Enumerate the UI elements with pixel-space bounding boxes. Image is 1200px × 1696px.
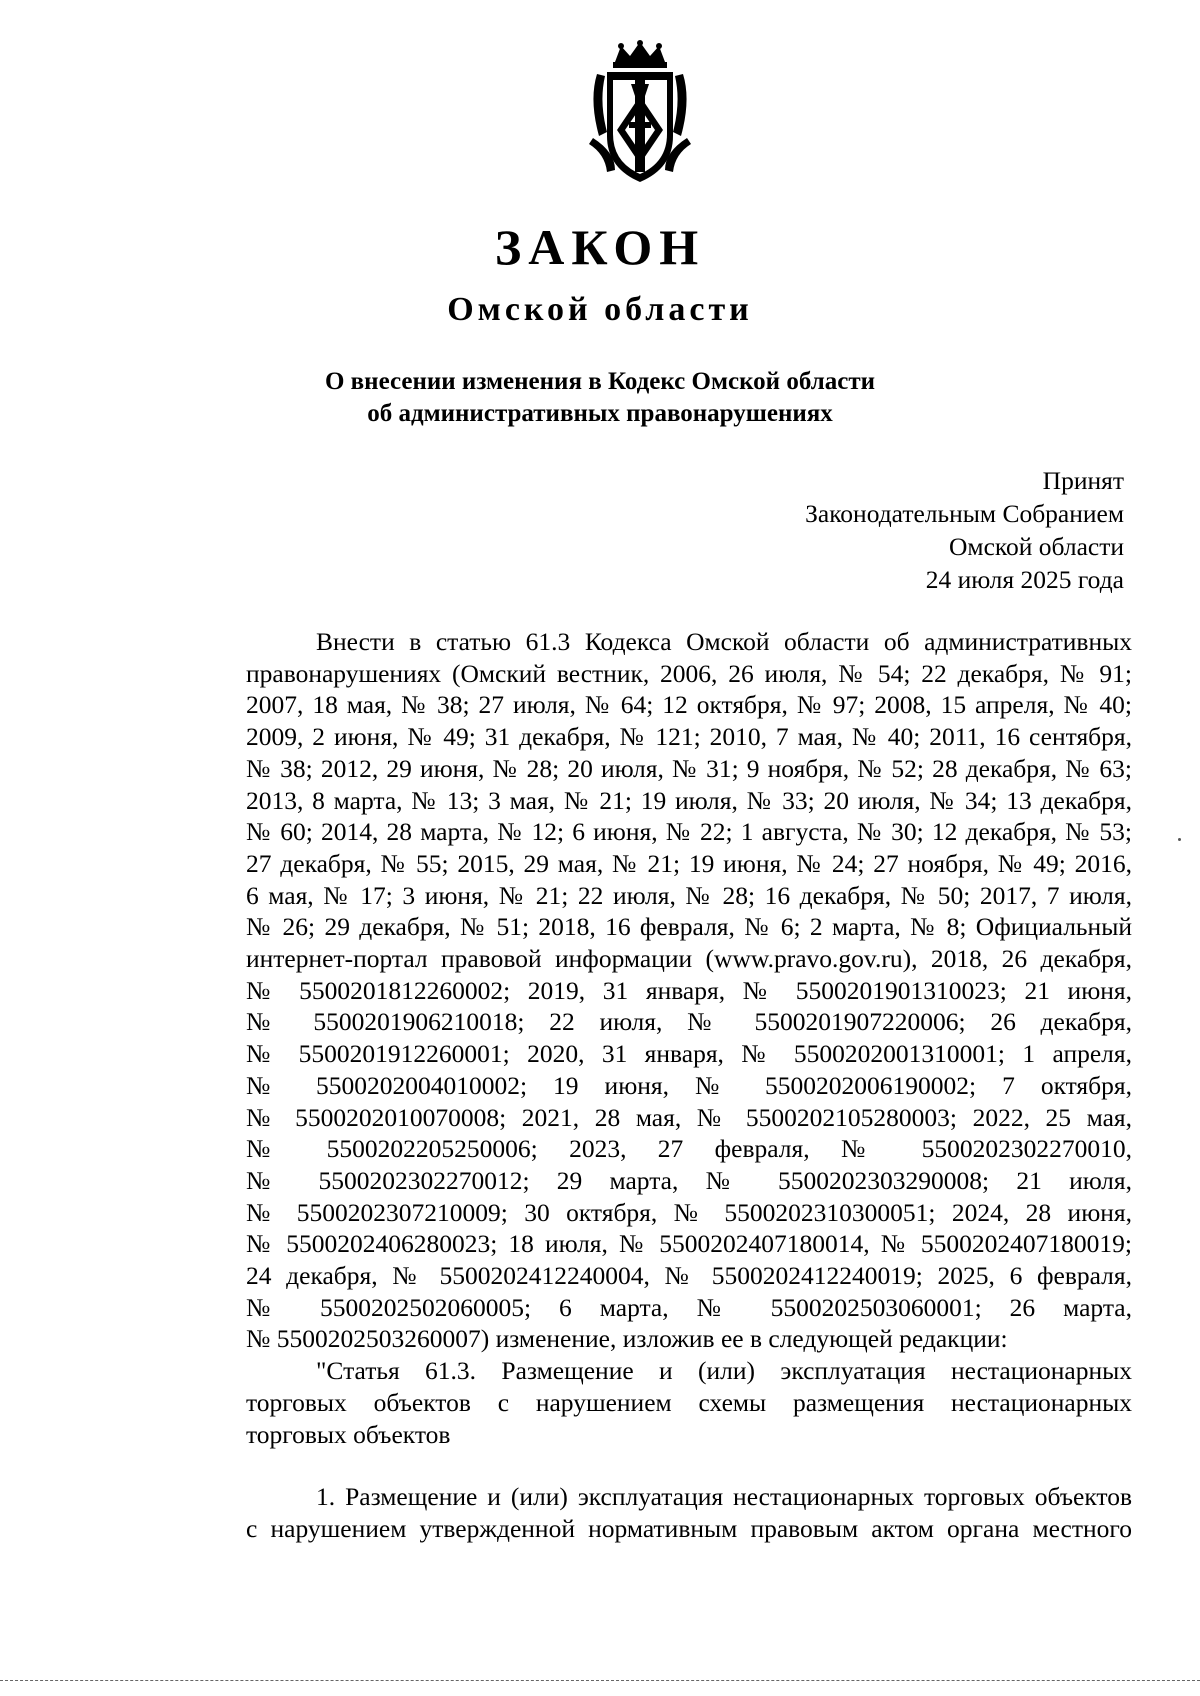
text-line: Внести в статью 61.3 Кодекса Омской области об административных <box>316 627 1132 656</box>
adoption-body: Законодательным Собранием <box>805 499 1124 528</box>
law-body <box>176 626 1132 1545</box>
text-line: торговых объектов с нарушением схемы размещения нестационарных <box>246 1387 1132 1417</box>
text-line: 27 декабря, № 55; 2015, 29 мая, № 21; 19 июня, № 24; 27 ноября, № 49; 2016, <box>246 848 1132 878</box>
amendment-paragraph <box>176 626 1132 1355</box>
text-line: 2009, 2 июня, № 49; 31 декабря, № 121; 2010, 7 мая, № 40; 2011, 16 сентября, <box>246 722 1132 752</box>
text-line: № 5500202406280023; 18 июля, № 5500202407180014, № 5500202407180019; <box>246 1229 1132 1259</box>
text-line: № 5500201912260001; 2020, 31 января, № 5500202001310001; 1 апреля, <box>246 1039 1132 1069</box>
text-line: № 5500201906210018; 22 июля, № 5500201907220006; 26 декабря, <box>246 1007 1132 1037</box>
law-subject <box>0 366 1200 430</box>
text-line: № 5500202010070008; 2021, 28 мая, № 5500202105280003; 2022, 25 мая, <box>246 1102 1132 1132</box>
text-line: интернет-портал правовой информации (www.pravo.gov.ru), 2018, 26 декабря, <box>246 944 1132 974</box>
scan-bottom-edge <box>0 1680 1200 1682</box>
text-line: 1. Размещение и (или) эксплуатация нестационарных торговых объектов <box>316 1482 1132 1512</box>
text-line: № 5500202004010002; 19 июня, № 5500202006190002; 7 октября, <box>246 1070 1132 1100</box>
text-line: № 5500202503260007) изменение, изложив ее в следующей редакции: <box>246 1324 1008 1354</box>
text-line: № 5500202307210009; 30 октября, № 5500202310300051; 2024, 28 июня, <box>246 1197 1132 1227</box>
text-line: торговых объектов <box>246 1419 451 1449</box>
text-line: № 38; 2012, 29 июня, № 28; 20 июля, № 31; 9 ноября, № 52; 28 декабря, № 63; <box>246 753 1132 783</box>
text-line: 24 декабря, № 5500202412240004, № 5500202412240019; 2025, 6 февраля, <box>246 1261 1132 1291</box>
region-title: Омской области <box>447 291 753 328</box>
coat-of-arms-emblem <box>585 40 695 190</box>
adoption-block <box>805 464 1124 596</box>
text-line: № 5500201812260002; 2019, 31 января, № 5500201901310023; 21 июня, <box>246 975 1132 1005</box>
article-part-1 <box>176 1481 1132 1544</box>
adoption-region: Омской области <box>949 532 1124 561</box>
text-line: № 5500202502060005; 6 марта, № 5500202503060001; 26 марта, <box>246 1292 1132 1322</box>
text-line: правонарушениях (Омский вестник, 2006, 26 июля, № 54; 22 декабря, № 91; <box>246 658 1132 688</box>
adoption-label: Принят <box>1042 466 1124 495</box>
article-heading <box>176 1355 1132 1450</box>
text-line: № 60; 2014, 28 марта, № 12; 6 июня, № 22; 1 августа, № 30; 12 декабря, № 53; <box>246 817 1132 847</box>
text-line: 6 мая, № 17; 3 июня, № 21; 22 июля, № 28; 16 декабря, № 50; 2017, 7 июля, <box>246 880 1132 910</box>
text-line: "Статья 61.3. Размещение и (или) эксплуатация нестационарных <box>316 1356 1132 1386</box>
text-line: с нарушением утвержденной нормативным правовым актом органа местного <box>246 1513 1132 1543</box>
text-line: 2007, 18 мая, № 38; 27 июля, № 64; 12 октября, № 97; 2008, 15 апреля, № 40; <box>246 690 1132 720</box>
adoption-date: 24 июля 2025 года <box>925 565 1124 594</box>
law-title: ЗАКОН <box>494 219 706 275</box>
scan-speck <box>1178 838 1181 841</box>
text-line: № 5500202205250006; 2023, 27 февраля, № 5500202302270010, <box>246 1134 1132 1164</box>
text-line: № 5500202302270012; 29 марта, № 5500202303290008; 21 июля, <box>246 1165 1132 1195</box>
text-line: 2013, 8 марта, № 13; 3 мая, № 21; 19 июля, № 33; 20 июля, № 34; 13 декабря, <box>246 785 1132 815</box>
law-subject-line: об административных правонарушениях <box>367 400 833 427</box>
text-line: № 26; 29 декабря, № 51; 2018, 16 февраля, № 6; 2 марта, № 8; Официальный <box>246 912 1132 942</box>
law-subject-line: О внесении изменения в Кодекс Омской области <box>324 368 876 395</box>
